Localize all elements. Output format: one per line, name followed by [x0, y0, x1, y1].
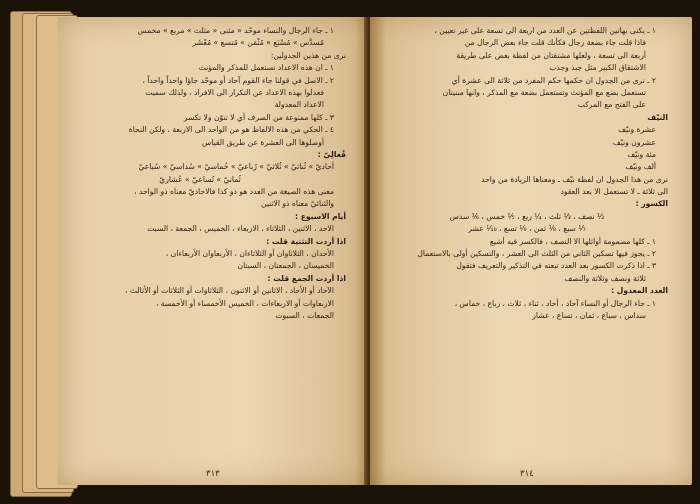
left-page [58, 17, 368, 485]
text-line: الخميسان ، الجمعتان ، السبتان [237, 261, 334, 271]
left-page-number: ٣١٣ [206, 469, 220, 479]
text-line: مئة ونيّف [627, 149, 656, 159]
text-line: ٢ ـ نرى من الجدول ان حكمها حكم المفرد من ثلاثة الى عشرة أي [451, 75, 656, 85]
text-line: ثلاثة ونصف وثلاثة والنصف [564, 273, 646, 283]
text-line: فاذا قلت جاء بضعة رجال فكأنك قلت جاء بعض الرجال من [464, 38, 646, 48]
text-line: على الفتح مع المركب [577, 100, 646, 110]
text-line: عشرون ونيّف [612, 137, 656, 147]
text-line: الآحاد أو الأحاد ، الاثانين أو الاثنون ، الثلاثاوات أو الثلاثات أو الأثالث ، [125, 286, 334, 296]
text-line: ٤ ـ الحكي من هذه الالفاظ هو من الواحد الى الاربعة ، ولكن النحاة [128, 125, 334, 135]
right-page [370, 17, 692, 485]
open-book [8, 7, 694, 499]
text-line: الجمعات ، السبوت [275, 310, 334, 320]
text-line: ١ ـ كلها مضمومة أوائلها الا النصف ، فالكسر فيه أشيع [489, 236, 656, 246]
text-line: أُحاديّ » ثُنائيّ » ثُلاثيّ » رُباعيّ » خُماسيّ » سُداسيّ » سُباعيّ [138, 162, 334, 172]
text-line: والثنائيّ معناه ذو الاثنين [261, 199, 334, 209]
text-line: نرى من هذين الجدولين: [270, 50, 346, 60]
text-line: سداس ، سباع ، ثمان ، تساع ، عشار [532, 310, 646, 320]
text-line: اذا أردت الجمع قلت : [267, 273, 346, 283]
text-line: ثُمانيّ » تُساعيّ » عُشاريّ [159, 174, 241, 184]
text-line: النيّف [647, 112, 668, 122]
text-line: مُسدَّس » مُسْبَع » مُثْمَن » مُتسع » مُعْشَر [192, 38, 324, 48]
text-line: أيام الاسبوع : [295, 211, 346, 221]
text-line: ألف ونيّف [625, 162, 656, 172]
text-line: الاربعاوات أو الاربعاءات ، الخميس الأخمساء أو الأخمسة ، [155, 298, 334, 308]
text-line: ١ ـ جاء الرجال أو النساء آحاد ، أُحاد ، ثناء ، ثلاث ، رباع ، خماس ، [454, 298, 656, 308]
left-page-text [76, 25, 346, 322]
text-line: ½ نصف ، ⅓ ثلث ، ¼ ربع ، ⅕ خمس ، ⅙ سدس [449, 211, 605, 221]
text-line: أربعة الى تسعة ، ولعلها مشتقتان من لفظة بعض على طريقة [456, 50, 646, 60]
right-page-number: ٣١٤ [520, 469, 534, 479]
text-line: فعدلوا بهذه الاعداد عن التكرار الى الافراد ، ولذلك سميت [145, 87, 324, 97]
text-line: ٢ ـ يجوز فيها تسكين الثاني من الثلث الى العشر ، والتسكين أولى بالاستعمال [417, 249, 656, 259]
text-line: الأحدان ، الثلاثاوان أو الثلاثاءان ، الأربعاوان الأربعاءان ، [165, 249, 334, 259]
text-line: ١ ـ جاء الرجال والنساء موحّد « مثنى « مثلث » مربع » مخمس [137, 26, 334, 35]
text-line: تستعمل بضع مع المؤنث وتستعمل بضعة مع المذكر ، وانها مبنيتان [442, 87, 646, 97]
text-line: ٣ ـ كلها ممنوعة من الصرف أي لا تنوّن ولا تكسر [183, 112, 334, 122]
text-line: اذا أردت التثنية قلت : [266, 236, 346, 246]
text-line: ١ ـ ان هذه الاعداد تستعمل للمذكر والمؤنث [198, 63, 334, 73]
text-line: ٢ ـ الاصل في قولنا جاء القوم آحاد أو موحّد جاؤا واحداً واحداً ، [142, 75, 334, 85]
text-line: أوصلوها الى العشرة عن طريق القياس [202, 137, 324, 147]
text-line: ١ ـ يكنى بهاتين اللفظتين عن العدد من اربعة الى تسعة على غير تعيين ، [434, 26, 656, 35]
text-line: ⅐ سبع ، ⅛ ثمن ، ⅑ تسع ، ⅒ عشر [468, 224, 586, 234]
text-line: معنى هذه الصيغة من العدد هو ذو كذا فالاحاديّ معناه ذو الواحد ، [134, 187, 334, 197]
text-line: الى ثلاثة ـ لا تستعمل الا بعد العقود [560, 187, 668, 197]
text-line: الاعداد المعدولة [274, 100, 324, 110]
text-line: عشرة ونيّف [618, 125, 656, 135]
text-line: الكسور : [635, 199, 668, 209]
right-page-text [398, 25, 668, 322]
text-line: ٣ ـ اذا ذكرت الكسور بعد العدد تبعته في التذكير والتعريف فتقول [456, 261, 656, 271]
text-line: فُعالِيّ : [317, 149, 346, 159]
text-line: العدد المعدول : [611, 286, 668, 296]
text-line: نرى من هذا الجدول ان لفظة نيّف ـ ومعناها الزيادة من واحد [481, 174, 668, 184]
text-line: الاحد ، الاثنين ، الثلاثاء ، الاربعاء ، الخميس ، الجمعة ، السبت [147, 224, 334, 234]
text-line: الاشتقاق الكبير مثل جبذ وجذب [549, 63, 646, 73]
